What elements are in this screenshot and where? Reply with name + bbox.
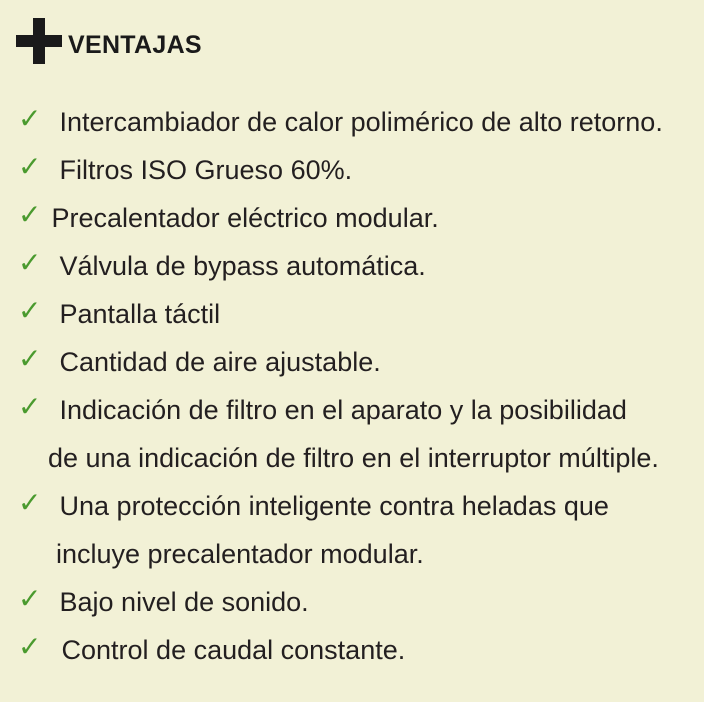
list-item bbox=[18, 198, 439, 234]
list-item bbox=[18, 342, 381, 378]
check-icon: ✓ bbox=[18, 198, 42, 231]
plus-icon bbox=[16, 18, 62, 64]
list-item-text: Control de caudal constante. bbox=[61, 635, 406, 665]
list-item bbox=[18, 630, 406, 666]
list-item bbox=[18, 102, 663, 138]
check-icon: ✓ bbox=[18, 102, 42, 135]
check-icon: ✓ bbox=[18, 342, 42, 375]
list-item-text: Filtros ISO Grueso 60%. bbox=[59, 155, 353, 185]
check-icon: ✓ bbox=[18, 582, 42, 615]
list-item-continuation: incluye precalentador modular. bbox=[56, 539, 424, 569]
check-icon: ✓ bbox=[18, 246, 42, 279]
list-item-text: Precalentador eléctrico modular. bbox=[51, 203, 439, 233]
check-icon: ✓ bbox=[18, 486, 42, 519]
list-item bbox=[18, 582, 309, 618]
list-item bbox=[18, 294, 221, 330]
check-icon: ✓ bbox=[18, 390, 42, 423]
section-header bbox=[16, 8, 202, 68]
section-title: VENTAJAS bbox=[68, 31, 202, 59]
list-item-text: Indicación de filtro en el aparato y la posibilidad bbox=[59, 395, 627, 425]
list-item bbox=[18, 486, 609, 522]
list-item bbox=[18, 150, 353, 186]
list-item-text: Una protección inteligente contra heladas que bbox=[59, 491, 609, 521]
check-icon: ✓ bbox=[18, 294, 42, 327]
list-item-text: Bajo nivel de sonido. bbox=[59, 587, 309, 617]
list-item-continuation: de una indicación de filtro en el interruptor múltiple. bbox=[48, 443, 659, 473]
list-item-text: Intercambiador de calor polimérico de alto retorno. bbox=[59, 107, 663, 137]
list-item-text: Cantidad de aire ajustable. bbox=[59, 347, 381, 377]
check-icon: ✓ bbox=[18, 150, 42, 183]
list-item-text: Pantalla táctil bbox=[59, 299, 221, 329]
check-icon: ✓ bbox=[18, 630, 42, 663]
list-item bbox=[18, 390, 627, 426]
list-item bbox=[18, 246, 426, 282]
list-item-text: Válvula de bypass automática. bbox=[59, 251, 426, 281]
